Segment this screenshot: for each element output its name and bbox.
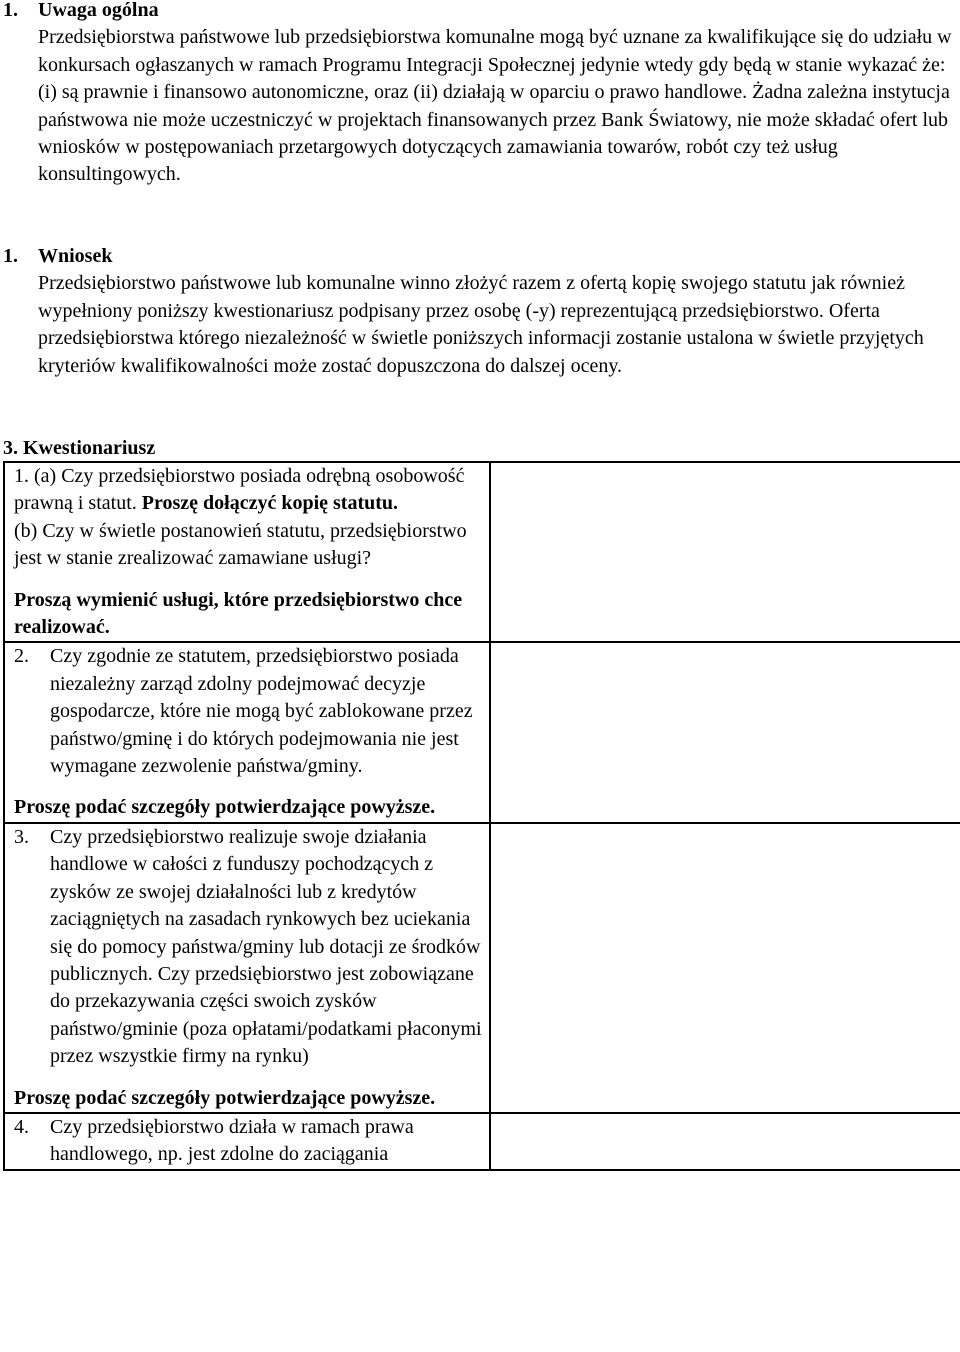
section-application bbox=[0, 243, 958, 380]
question-cell bbox=[4, 1113, 490, 1170]
table-row bbox=[4, 1113, 960, 1170]
question-text: Czy przedsiębiorstwo realizuje swoje działania handlowe w całości z funduszy pochodzących z zysków ze swojej działalności lub z kredytów zaciągniętych na zasadach rynkowych bez uciekania się do pomocy państwa/gminy lub dotacji ze środków publicznych. Czy przedsiębiorstwo jest zobowiązane do przekazywania części swoich zysków państwo/gminie (poza opłatami/podatkami płaconymi przez wszystkie firmy na rynku) bbox=[50, 825, 482, 1068]
question-cell bbox=[4, 462, 490, 642]
question-text bbox=[14, 463, 489, 518]
section-questionnaire bbox=[0, 435, 958, 462]
question-item bbox=[14, 643, 489, 780]
section-number: 1. bbox=[3, 245, 18, 267]
question-1a: 1. (a) Czy przedsiębiorstwo posiada odrębną osobowość prawną i statut. bbox=[14, 465, 465, 515]
question-note: Proszę podać szczegóły potwierdzające powyższe. bbox=[14, 796, 436, 819]
answer-cell[interactable] bbox=[490, 823, 960, 1113]
answer-cell[interactable] bbox=[490, 642, 960, 822]
question-note: Proszę podać szczegóły potwierdzające powyższe. bbox=[14, 1086, 436, 1109]
table-row bbox=[4, 462, 960, 642]
section-heading: 3. Kwestionariusz bbox=[3, 437, 156, 459]
question-item bbox=[14, 824, 489, 1071]
question-number: 4. bbox=[14, 1115, 29, 1138]
question-cell bbox=[4, 823, 490, 1113]
section-number: 1. bbox=[3, 0, 18, 21]
question-text: Czy przedsiębiorstwo działa w ramach prawa handlowego, np. jest zdolne do zaciągania bbox=[50, 1115, 414, 1166]
table-row bbox=[4, 642, 960, 822]
question-note: Proszą wymienić usługi, które przedsiębiorstwo chce realizować. bbox=[14, 588, 463, 639]
section-heading: Uwaga ogólna bbox=[38, 0, 159, 21]
section-body: Przedsiębiorstwo państwowe lub komunalne winno złożyć razem z ofertą kopię swojego statutu jak również wypełniony poniższy kwestionariusz podpisany przez osobę (-y) reprezentującą przedsiębiorstwo. Oferta przedsiębiorstwa którego niezależność w świetle poniższych informacji zostanie ustalona w świetle przyjętych kryteriów kwalifikowalności może zostać dopuszczona do dalszej oceny. bbox=[38, 272, 924, 377]
question-text: Czy zgodnie ze statutem, przedsiębiorstwo posiada niezależny zarząd zdolny podejmować decyzje gospodarcze, które nie mogą być zablokowane przez państwo/gminę i do których podejmowania nie jest wymagane zezwolenie państwa/gminy. bbox=[50, 645, 473, 778]
section-heading: Wniosek bbox=[38, 245, 113, 267]
questionnaire-table bbox=[3, 461, 960, 1171]
answer-cell[interactable] bbox=[490, 462, 960, 642]
section-body: Przedsiębiorstwa państwowe lub przedsiębiorstwa komunalne mogą być uznane za kwalifikujące się do udziału w konkursach ogłaszanych w ramach Programu Integracji Społecznej jedynie wtedy gdy będą w stanie wykazać że: (i) są prawnie i finansowo autonomiczne, oraz (ii) działają w oparciu o prawo handlowe. Żadna zależna instytucja państwowa nie może uczestniczyć w projektach finansowanych przez Bank Światowy, nie może składać ofert lub wniosków w postępowaniach przetargowych dotyczących zamawiania towarów, robót czy też usług konsultingowych. bbox=[38, 26, 952, 186]
section-general-note bbox=[0, 0, 958, 189]
table-row bbox=[4, 823, 960, 1113]
question-1a-instruction: Proszę dołączyć kopię statutu. bbox=[141, 492, 399, 515]
answer-cell[interactable] bbox=[490, 1113, 960, 1170]
question-number: 3. bbox=[14, 825, 29, 848]
question-cell bbox=[4, 642, 490, 822]
question-item bbox=[14, 1114, 489, 1169]
question-number: 2. bbox=[14, 645, 29, 668]
question-1b: (b) Czy w świetle postanowień statutu, przedsiębiorstwo jest w stanie zrealizować zamawiane usługi? bbox=[14, 519, 467, 570]
